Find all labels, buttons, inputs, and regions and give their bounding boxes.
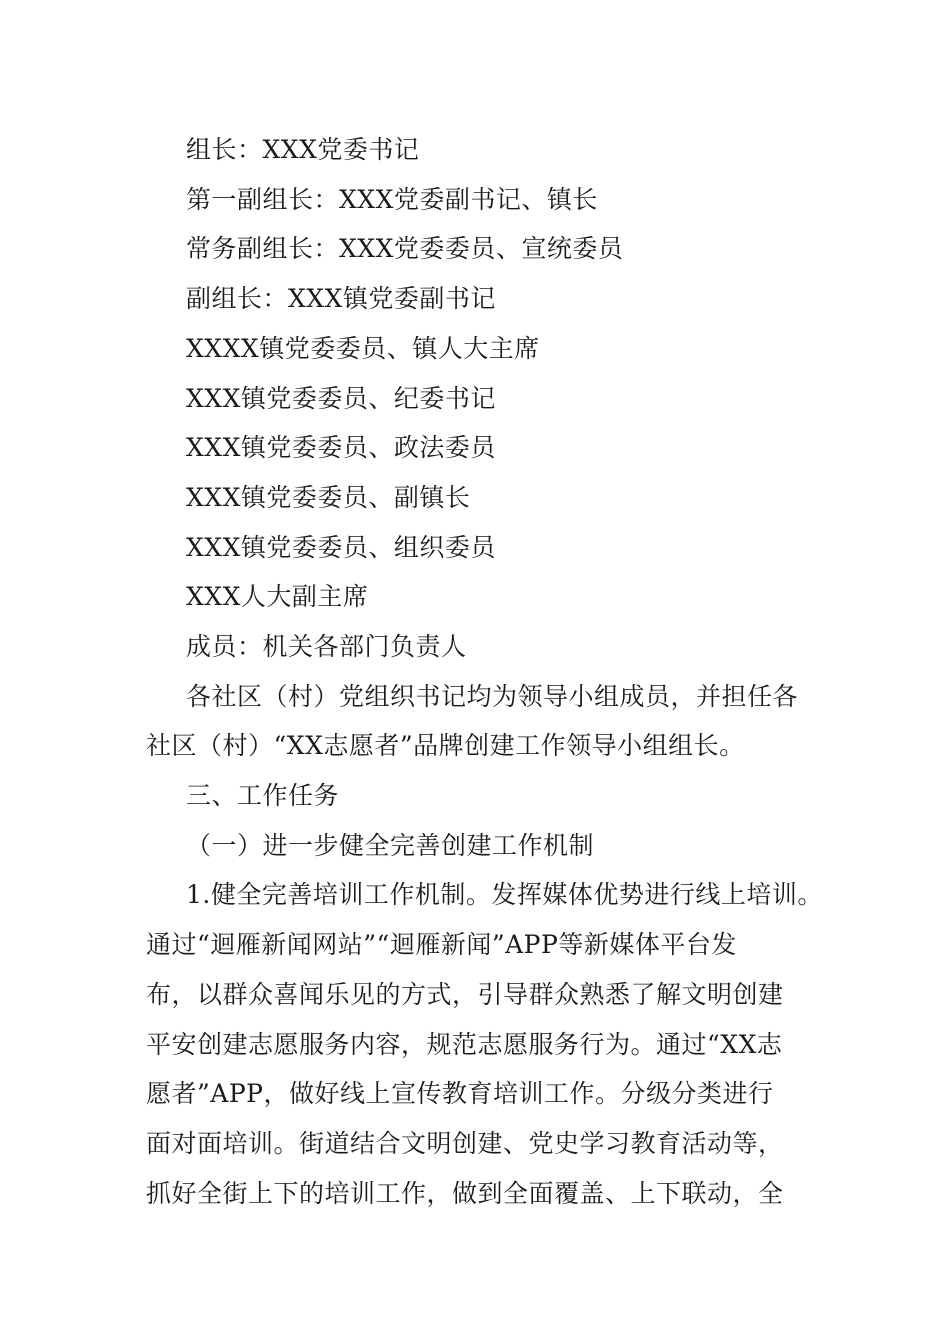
member-line: XXX镇党委委员、组织委员 [186,533,496,562]
member-line: XXX人大副主席 [186,582,369,611]
first-deputy-leader-line: 第一副组长：XXX党委副书记、镇长 [186,185,598,214]
subsection-heading: （一）进一步健全完善创建工作机制 [186,831,595,860]
community-paragraph-line: 各社区（村）党组织书记均为领导小组成员，并担任各 [186,682,799,711]
member-line: XXX镇党委委员、副镇长 [186,483,471,512]
executive-deputy-leader-line: 常务副组长：XXX党委委员、宣统委员 [186,234,624,263]
training-paragraph-line: 通过“迴雁新闻网站”“迴雁新闻”APP等新媒体平台发 [146,930,737,959]
training-paragraph-line: 布，以群众喜闻乐见的方式，引导群众熟悉了解文明创建 [146,980,784,1009]
member-line: XXX镇党委委员、纪委书记 [186,384,496,413]
group-leader-line: 组长：XXX党委书记 [186,135,420,164]
member-line: XXX镇党委委员、政法委员 [186,433,496,462]
training-paragraph-line: 抓好全街上下的培训工作，做到全面覆盖、上下联动，全 [146,1179,784,1208]
training-paragraph-line: 愿者”APP，做好线上宣传教育培训工作。分级分类进行 [146,1079,774,1108]
deputy-leader-line: 副组长：XXX镇党委副书记 [186,284,496,313]
training-paragraph-line: 平安创建志愿服务内容，规范志愿服务行为。通过“XX志 [146,1030,783,1059]
member-line: XXXX镇党委委员、镇人大主席 [186,334,540,363]
section-heading: 三、工作任务 [186,781,340,810]
community-paragraph-line: 社区（村）“XX志愿者”品牌创建工作领导小组组长。 [146,731,745,760]
training-paragraph-line: 面对面培训。街道结合文明创建、党史学习教育活动等， [146,1129,784,1158]
training-paragraph-line: 1.健全完善培训工作机制。发挥媒体优势进行线上培训。 [186,880,823,909]
members-line: 成员：机关各部门负责人 [186,632,467,661]
